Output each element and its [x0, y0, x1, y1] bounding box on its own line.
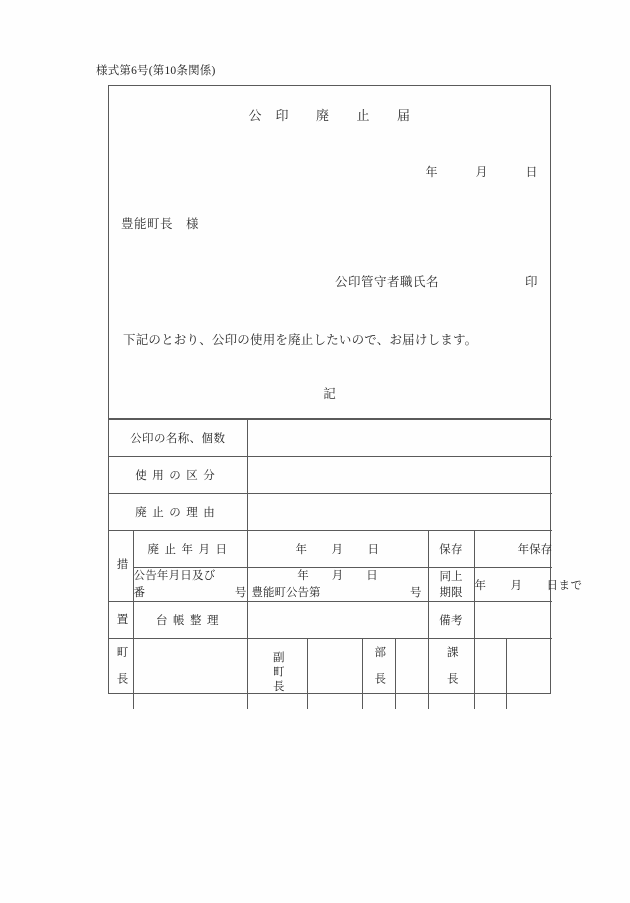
measures-vertical-label-bottom — [109, 602, 133, 639]
approval-label-department-head — [362, 639, 395, 710]
approval-label-mayor — [109, 639, 133, 710]
abolition-date-text: 廃止年月日 — [147, 544, 233, 556]
row-label-ledger — [133, 602, 247, 639]
approval-box-deputy-mayor[interactable] — [307, 639, 362, 710]
form-code-label: 様式第6号(第10条関係) — [96, 65, 216, 77]
notice-prefix-text: 豊能町公告第 — [251, 586, 321, 599]
abolition-date-value[interactable]: 年 月 日 — [247, 531, 428, 568]
usage-class-text: 使用の区分 — [135, 470, 221, 482]
storage-label: 保存 — [428, 531, 474, 568]
same-deadline-value[interactable]: 年 月 日まで — [474, 568, 552, 602]
approval-box-department-head[interactable] — [395, 639, 428, 710]
approval-box-mayor[interactable] — [133, 639, 247, 710]
ledger-value[interactable] — [247, 602, 428, 639]
remarks-value[interactable] — [474, 602, 552, 639]
table-row-approval — [109, 639, 552, 710]
row-label-abolition-date — [133, 531, 247, 568]
measures-label-top-text: 措 — [115, 558, 128, 571]
approval-label-deputy-mayor — [247, 639, 307, 710]
table-row-abolition-date — [109, 531, 552, 568]
letter-area — [109, 86, 550, 419]
ki-marker: 記 — [323, 387, 336, 401]
seal-mark-icon: 印 — [524, 275, 538, 289]
form-table — [109, 419, 583, 709]
approval-section-head-text: 課長 — [445, 646, 458, 700]
measures-vertical-label-top — [109, 531, 133, 602]
table-row-abolition-reason — [109, 494, 552, 531]
approval-box-extra-1[interactable] — [474, 639, 506, 710]
signatory-line — [335, 272, 538, 290]
row-value-seal-name[interactable] — [247, 420, 552, 457]
approval-label-section-head — [428, 639, 474, 710]
same-deadline-line1: 同上 — [439, 570, 463, 583]
row-label-abolition-reason — [109, 494, 247, 531]
notice-value[interactable] — [247, 568, 428, 602]
approval-box-extra-2[interactable] — [506, 639, 552, 710]
measures-label-bottom-text: 置 — [115, 612, 128, 626]
date-line: 年 月 日 — [425, 165, 538, 179]
row-label-seal-name: 公印の名称、個数 — [109, 420, 247, 457]
row-label-notice — [133, 568, 247, 602]
table-row-notice — [109, 568, 552, 602]
approval-deputy-mayor-text: 副町長 — [271, 651, 284, 695]
row-value-usage-class[interactable] — [247, 457, 552, 494]
same-deadline-line2: 期限 — [439, 586, 463, 599]
document-frame — [108, 85, 583, 700]
signatory-label: 公印管守者職氏名 — [335, 275, 440, 289]
same-deadline-label — [428, 568, 474, 602]
body-text: 下記のとおり、公印の使用を廃止したいので、お届けします。 — [123, 333, 478, 347]
notice-suffix-text: 号 — [410, 586, 422, 599]
approval-mayor-text: 町長 — [115, 646, 128, 700]
row-label-usage-class — [109, 457, 247, 494]
addressee-line: 豊能町長 様 — [121, 217, 200, 231]
ledger-label-text: 台帳整理 — [156, 615, 224, 628]
document-title: 公 印 廃 止 届 — [248, 108, 411, 123]
row-value-abolition-reason[interactable] — [247, 494, 552, 531]
table-row-ledger — [109, 602, 552, 639]
table-row-usage-class — [109, 457, 552, 494]
notice-label-line1: 公告年月日及び — [133, 570, 216, 582]
table-row-seal-name — [109, 420, 552, 457]
approval-department-head-text: 部長 — [373, 646, 386, 700]
remarks-label: 備考 — [428, 602, 474, 639]
storage-value[interactable]: 年保存 — [474, 531, 552, 568]
notice-label-ban: 番 — [133, 586, 146, 599]
notice-date-placeholder: 年 月 日 — [297, 570, 378, 582]
notice-label-gou: 号 — [234, 586, 247, 599]
abolition-reason-text: 廃止の理由 — [135, 507, 221, 519]
